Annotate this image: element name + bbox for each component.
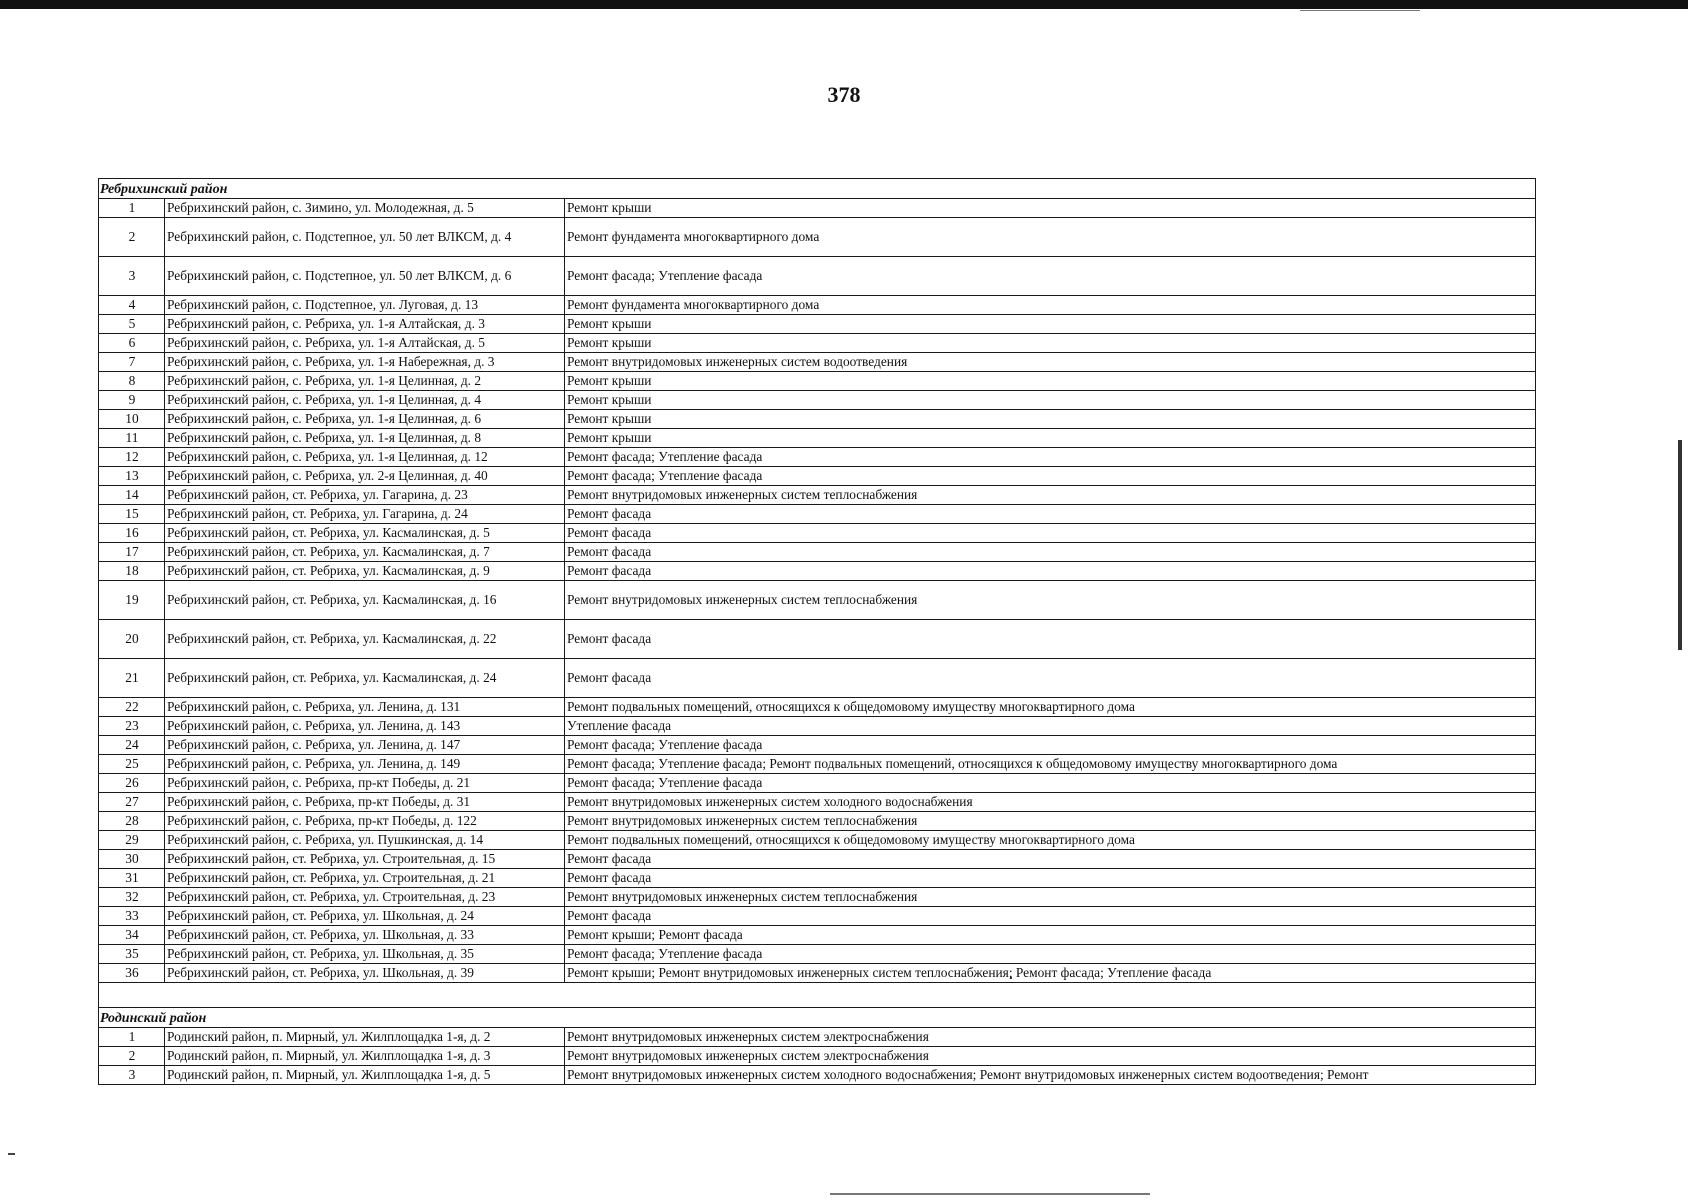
row-number: 26 (99, 774, 165, 793)
table-row (99, 755, 1536, 774)
work-type-cell: Ремонт фасада (565, 850, 1536, 869)
table-row (99, 257, 1536, 296)
row-number: 35 (99, 945, 165, 964)
address-cell: Ребрихинский район, ст. Ребриха, ул. Касмалинская, д. 22 (165, 620, 565, 659)
work-type-cell: Ремонт фасада (565, 659, 1536, 698)
table-row (99, 907, 1536, 926)
address-cell: Ребрихинский район, ст. Ребриха, ул. Касмалинская, д. 7 (165, 543, 565, 562)
row-number: 36 (99, 964, 165, 983)
table-row (99, 448, 1536, 467)
address-cell: Родинский район, п. Мирный, ул. Жилплощадка 1-я, д. 3 (165, 1047, 565, 1066)
table-row (99, 1066, 1536, 1085)
row-number: 3 (99, 1066, 165, 1085)
table-row (99, 774, 1536, 793)
table-row (99, 524, 1536, 543)
row-number: 13 (99, 467, 165, 486)
address-cell: Ребрихинский район, с. Ребриха, пр-кт Победы, д. 31 (165, 793, 565, 812)
scan-top-border (0, 0, 1688, 9)
work-type-cell: Ремонт фасада; Утепление фасада (565, 448, 1536, 467)
row-number: 9 (99, 391, 165, 410)
table-row (99, 620, 1536, 659)
work-type-cell: Ремонт крыши (565, 315, 1536, 334)
table-row (99, 486, 1536, 505)
table-row (99, 793, 1536, 812)
row-number: 34 (99, 926, 165, 945)
table-row (99, 888, 1536, 907)
address-cell: Ребрихинский район, ст. Ребриха, ул. Школьная, д. 33 (165, 926, 565, 945)
table-row (99, 926, 1536, 945)
table-row (99, 659, 1536, 698)
address-cell: Ребрихинский район, с. Ребриха, ул. 1-я Набережная, д. 3 (165, 353, 565, 372)
table-row (99, 869, 1536, 888)
row-number: 4 (99, 296, 165, 315)
address-cell: Ребрихинский район, ст. Ребриха, ул. Касмалинская, д. 16 (165, 581, 565, 620)
section-header-row (99, 179, 1536, 199)
work-type-cell: Ремонт внутридомовых инженерных систем теплоснабжения (565, 486, 1536, 505)
row-number: 23 (99, 717, 165, 736)
work-type-cell: Ремонт крыши (565, 334, 1536, 353)
address-cell: Ребрихинский район, ст. Ребриха, ул. Касмалинская, д. 9 (165, 562, 565, 581)
row-number: 3 (99, 257, 165, 296)
row-number: 5 (99, 315, 165, 334)
work-type-cell: Ремонт фасада (565, 524, 1536, 543)
address-cell: Ребрихинский район, ст. Ребриха, ул. Строительная, д. 21 (165, 869, 565, 888)
address-cell: Ребрихинский район, с. Ребриха, ул. 1-я Целинная, д. 6 (165, 410, 565, 429)
work-type-cell: Ремонт внутридомовых инженерных систем холодного водоснабжения; Ремонт внутридомовых инженерных систем водоотведения; Ремонт (565, 1066, 1536, 1085)
row-number: 16 (99, 524, 165, 543)
table-row (99, 467, 1536, 486)
row-number: 7 (99, 353, 165, 372)
table-row (99, 736, 1536, 755)
table-row (99, 1028, 1536, 1047)
work-type-cell: Ремонт внутридомовых инженерных систем электроснабжения (565, 1028, 1536, 1047)
address-cell: Родинский район, п. Мирный, ул. Жилплощадка 1-я, д. 5 (165, 1066, 565, 1085)
address-cell: Ребрихинский район, с. Ребриха, ул. Пушкинская, д. 14 (165, 831, 565, 850)
work-type-cell: Ремонт фасада; Утепление фасада (565, 774, 1536, 793)
row-number: 2 (99, 1047, 165, 1066)
work-type-cell: Ремонт крыши; Ремонт внутридомовых инженерных систем теплоснабжения; Ремонт фасада; Утепление фасада (565, 964, 1536, 983)
table-row (99, 831, 1536, 850)
address-cell: Ребрихинский район, с. Ребриха, пр-кт Победы, д. 21 (165, 774, 565, 793)
scan-speck (8, 1153, 15, 1155)
page-number: 378 (827, 82, 861, 107)
table-row (99, 543, 1536, 562)
address-cell: Ребрихинский район, с. Ребриха, ул. 1-я Целинная, д. 12 (165, 448, 565, 467)
row-number: 25 (99, 755, 165, 774)
work-type-cell: Ремонт фасада; Утепление фасада; Ремонт подвальных помещений, относящихся к общедомовому имуществу многоквартирного дома (565, 755, 1536, 774)
table-row (99, 698, 1536, 717)
row-number: 18 (99, 562, 165, 581)
address-cell: Ребрихинский район, с. Ребриха, ул. 1-я Целинная, д. 2 (165, 372, 565, 391)
table-row (99, 812, 1536, 831)
work-type-cell: Ремонт подвальных помещений, относящихся к общедомовому имуществу многоквартирного дома (565, 698, 1536, 717)
work-type-cell: Ремонт крыши (565, 372, 1536, 391)
address-cell: Ребрихинский район, ст. Ребриха, ул. Гагарина, д. 23 (165, 486, 565, 505)
work-type-cell: Ремонт фасада; Утепление фасада (565, 467, 1536, 486)
row-number: 31 (99, 869, 165, 888)
row-number: 12 (99, 448, 165, 467)
address-cell: Ребрихинский район, с. Зимино, ул. Молодежная, д. 5 (165, 199, 565, 218)
row-number: 24 (99, 736, 165, 755)
table-row (99, 717, 1536, 736)
row-number: 14 (99, 486, 165, 505)
row-number: 11 (99, 429, 165, 448)
row-number: 6 (99, 334, 165, 353)
row-number: 22 (99, 698, 165, 717)
address-cell: Ребрихинский район, с. Ребриха, пр-кт Победы, д. 122 (165, 812, 565, 831)
table-row (99, 945, 1536, 964)
works-table-body (99, 179, 1536, 1085)
scan-artifact-line (830, 1193, 1150, 1195)
table-row (99, 353, 1536, 372)
table-row (99, 296, 1536, 315)
row-number: 29 (99, 831, 165, 850)
table-row (99, 581, 1536, 620)
address-cell: Ребрихинский район, ст. Ребриха, ул. Строительная, д. 23 (165, 888, 565, 907)
table-row (99, 372, 1536, 391)
row-number: 1 (99, 199, 165, 218)
address-cell: Ребрихинский район, с. Подстепное, ул. 50 лет ВЛКСМ, д. 6 (165, 257, 565, 296)
address-cell: Ребрихинский район, с. Ребриха, ул. 1-я Алтайская, д. 3 (165, 315, 565, 334)
row-number: 8 (99, 372, 165, 391)
section-title: Ребрихинский район (99, 179, 1536, 199)
work-type-cell: Ремонт фасада (565, 869, 1536, 888)
address-cell: Ребрихинский район, с. Ребриха, ул. Ленина, д. 147 (165, 736, 565, 755)
work-type-cell: Ремонт внутридомовых инженерных систем холодного водоснабжения (565, 793, 1536, 812)
section-header-row (99, 1008, 1536, 1028)
table-row (99, 429, 1536, 448)
address-cell: Родинский район, п. Мирный, ул. Жилплощадка 1-я, д. 2 (165, 1028, 565, 1047)
address-cell: Ребрихинский район, ст. Ребриха, ул. Касмалинская, д. 5 (165, 524, 565, 543)
table-row (99, 964, 1536, 983)
work-type-cell: Ремонт крыши (565, 199, 1536, 218)
table-row (99, 218, 1536, 257)
address-cell: Ребрихинский район, с. Ребриха, ул. 2-я Целинная, д. 40 (165, 467, 565, 486)
work-type-cell: Ремонт фасада; Утепление фасада (565, 736, 1536, 755)
row-number: 15 (99, 505, 165, 524)
work-type-cell: Ремонт внутридомовых инженерных систем теплоснабжения (565, 888, 1536, 907)
table-row (99, 410, 1536, 429)
table-row (99, 315, 1536, 334)
work-type-cell: Ремонт фасада (565, 907, 1536, 926)
section-title: Родинский район (99, 1008, 1536, 1028)
work-type-cell: Ремонт крыши (565, 429, 1536, 448)
work-type-cell: Ремонт фасада (565, 505, 1536, 524)
row-number: 33 (99, 907, 165, 926)
work-type-cell: Ремонт внутридомовых инженерных систем теплоснабжения (565, 581, 1536, 620)
address-cell: Ребрихинский район, ст. Ребриха, ул. Строительная, д. 15 (165, 850, 565, 869)
address-cell: Ребрихинский район, с. Ребриха, ул. 1-я Целинная, д. 8 (165, 429, 565, 448)
work-type-cell: Ремонт фасада (565, 620, 1536, 659)
row-number: 17 (99, 543, 165, 562)
address-cell: Ребрихинский район, с. Подстепное, ул. Луговая, д. 13 (165, 296, 565, 315)
row-number: 2 (99, 218, 165, 257)
work-type-cell: Ремонт фасада (565, 562, 1536, 581)
address-cell: Ребрихинский район, ст. Ребриха, ул. Школьная, д. 24 (165, 907, 565, 926)
section-spacer (99, 983, 1536, 1008)
address-cell: Ребрихинский район, с. Ребриха, ул. 1-я Алтайская, д. 5 (165, 334, 565, 353)
table-row (99, 850, 1536, 869)
address-cell: Ребрихинский район, с. Ребриха, ул. Ленина, д. 143 (165, 717, 565, 736)
row-number: 1 (99, 1028, 165, 1047)
table-row (99, 391, 1536, 410)
spacer-cell (99, 983, 1536, 1008)
table-row (99, 334, 1536, 353)
table-row (99, 199, 1536, 218)
table-row (99, 505, 1536, 524)
work-type-cell: Ремонт подвальных помещений, относящихся к общедомовому имуществу многоквартирного дома (565, 831, 1536, 850)
address-cell: Ребрихинский район, ст. Ребриха, ул. Школьная, д. 35 (165, 945, 565, 964)
address-cell: Ребрихинский район, ст. Ребриха, ул. Гагарина, д. 24 (165, 505, 565, 524)
work-type-cell: Ремонт фасада (565, 543, 1536, 562)
table-row (99, 562, 1536, 581)
work-type-cell: Ремонт крыши; Ремонт фасада (565, 926, 1536, 945)
work-type-cell: Ремонт внутридомовых инженерных систем электроснабжения (565, 1047, 1536, 1066)
row-number: 30 (99, 850, 165, 869)
row-number: 20 (99, 620, 165, 659)
row-number: 19 (99, 581, 165, 620)
scan-artifact-line (1300, 10, 1420, 11)
work-type-cell: Ремонт фундамента многоквартирного дома (565, 296, 1536, 315)
work-type-cell: Ремонт крыши (565, 410, 1536, 429)
address-cell: Ребрихинский район, с. Ребриха, ул. Ленина, д. 149 (165, 755, 565, 774)
work-type-cell: Ремонт фасада; Утепление фасада (565, 257, 1536, 296)
row-number: 21 (99, 659, 165, 698)
table-row (99, 1047, 1536, 1066)
address-cell: Ребрихинский район, ст. Ребриха, ул. Касмалинская, д. 24 (165, 659, 565, 698)
address-cell: Ребрихинский район, с. Ребриха, ул. Ленина, д. 131 (165, 698, 565, 717)
works-table (98, 178, 1536, 1085)
row-number: 28 (99, 812, 165, 831)
row-number: 27 (99, 793, 165, 812)
work-type-cell: Ремонт внутридомовых инженерных систем водоотведения (565, 353, 1536, 372)
work-type-cell: Ремонт фундамента многоквартирного дома (565, 218, 1536, 257)
work-type-cell: Ремонт внутридомовых инженерных систем теплоснабжения (565, 812, 1536, 831)
work-type-cell: Ремонт фасада; Утепление фасада (565, 945, 1536, 964)
address-cell: Ребрихинский район, ст. Ребриха, ул. Школьная, д. 39 (165, 964, 565, 983)
work-type-cell: Утепление фасада (565, 717, 1536, 736)
address-cell: Ребрихинский район, с. Ребриха, ул. 1-я Целинная, д. 4 (165, 391, 565, 410)
scan-edge-mark (1678, 440, 1682, 650)
work-type-cell: Ремонт крыши (565, 391, 1536, 410)
row-number: 10 (99, 410, 165, 429)
document-table-container (98, 178, 1535, 1085)
row-number: 32 (99, 888, 165, 907)
address-cell: Ребрихинский район, с. Подстепное, ул. 50 лет ВЛКСМ, д. 4 (165, 218, 565, 257)
